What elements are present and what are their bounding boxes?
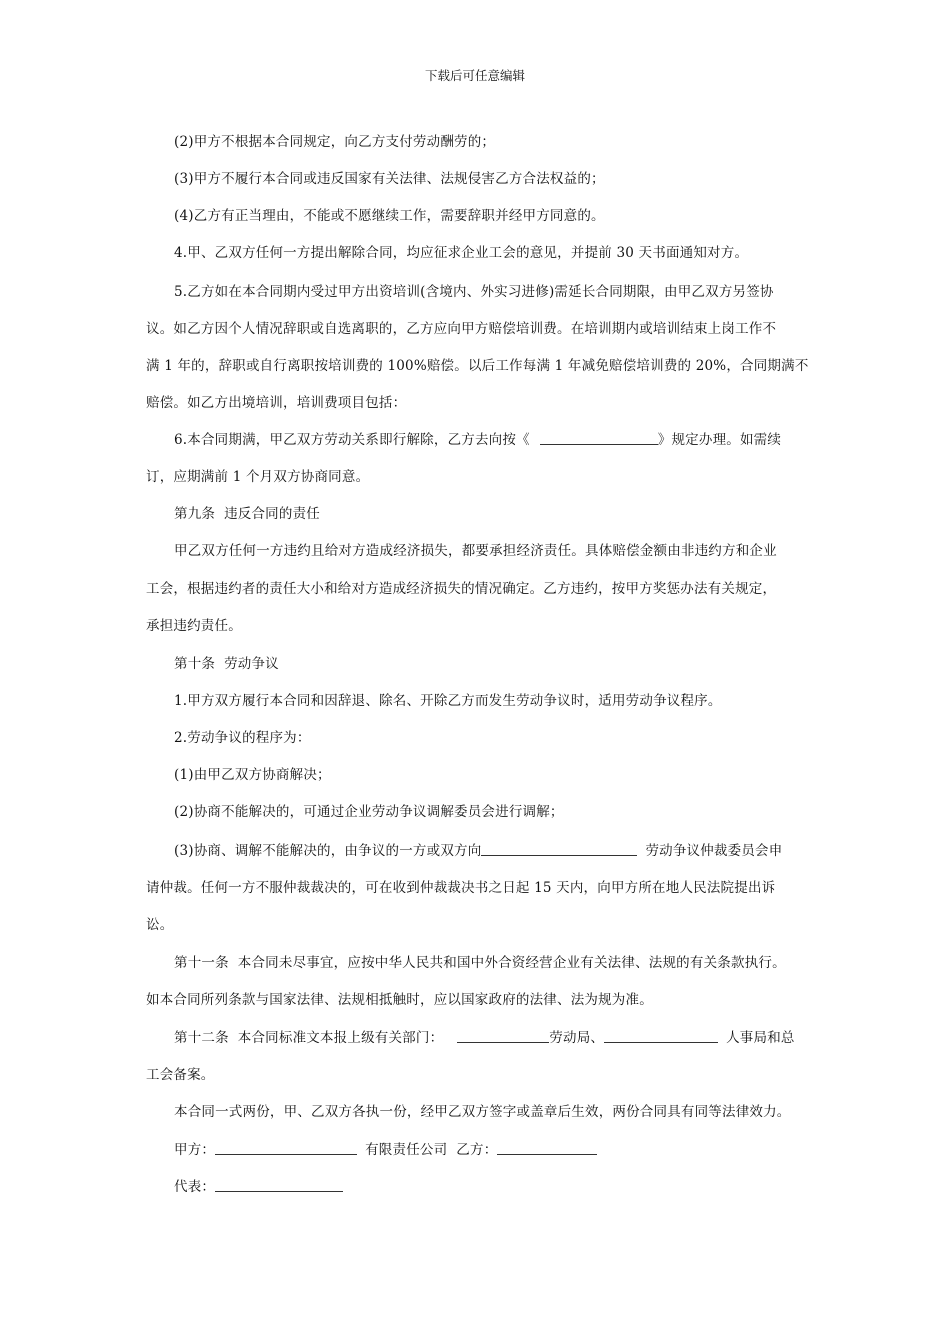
paragraph: (3)甲方不履行本合同或违反国家有关法律、法规侵害乙方合法权益的；: [174, 171, 605, 187]
blank-underline: [215, 1141, 357, 1155]
text-segment: 》规定办理。如需续: [657, 432, 782, 448]
paragraph: 4.甲、乙双方任何一方提出解除合同，均应征求企业工会的意见，并提前 30 天书面通知对方。: [174, 245, 749, 261]
page-header: 下载后可任意编辑: [424, 68, 525, 83]
paragraph: (1)由甲乙双方协商解决；: [174, 767, 331, 783]
paragraph: 订，应期满前 1 个月双方协商同意。: [146, 469, 370, 485]
text-segment: 劳动局、: [549, 1030, 605, 1046]
party-a-label: 甲方：: [174, 1142, 216, 1158]
paragraph: 第十一条 本合同未尽事宜，应按中华人民共和国中外合资经营企业有关法律、法规的有关条款执行。: [174, 955, 786, 971]
paragraph: 本合同一式两份，甲、乙双方各执一份，经甲乙双方签字或盖章后生效，两份合同具有同等法律效力。: [174, 1104, 791, 1120]
paragraph-with-blank: [174, 428, 781, 448]
paragraph: 满 1 年的，辞职或自行离职按培训费的 100%赔偿。以后工作每满 1 年减免赔偿培训费的 20%，合同期满不: [146, 358, 809, 374]
blank-underline: [497, 1141, 597, 1155]
paragraph: 工会，根据违约者的责任大小和给对方造成经济损失的情况确定。乙方违约，按甲方奖惩办法有关规定，: [146, 581, 777, 597]
paragraph: 讼。: [146, 917, 174, 933]
paragraph: (4)乙方有正当理由，不能或不愿继续工作，需要辞职并经甲方同意的。: [174, 208, 605, 224]
text-segment: (3)协商、调解不能解决的，由争议的一方或双方向: [174, 843, 482, 859]
paragraph: (2)甲方不根据本合同规定，向乙方支付劳动酬劳的；: [174, 134, 496, 150]
text-segment: 人事局和总: [726, 1030, 795, 1046]
text-segment: 第十二条 本合同标准文本报上级有关部门：: [174, 1030, 444, 1046]
paragraph: 1.甲方双方履行本合同和因辞退、除名、开除乙方而发生劳动争议时，适用劳动争议程序。: [174, 693, 722, 709]
section-heading: 第九条 违反合同的责任: [174, 506, 320, 522]
text-segment: 劳动争议仲裁委员会申: [645, 843, 783, 859]
blank-underline: [481, 842, 637, 856]
blank-underline: [457, 1029, 549, 1043]
blank-underline: [215, 1178, 343, 1192]
signature-line: [174, 1175, 343, 1195]
representative-label: 代表：: [174, 1179, 216, 1195]
section-heading: 第十条 劳动争议: [174, 656, 279, 672]
blank-underline: [540, 431, 658, 445]
signature-line: [174, 1138, 597, 1158]
paragraph: 请仲裁。任何一方不服仲裁裁决的，可在收到仲裁裁决书之日起 15 天内，向甲方所在地人民法院提出诉: [146, 880, 776, 896]
text-segment: 有限责任公司 乙方：: [365, 1142, 498, 1158]
paragraph: (2)协商不能解决的，可通过企业劳动争议调解委员会进行调解；: [174, 804, 564, 820]
paragraph: 甲乙双方任何一方违约且给对方造成经济损失，都要承担经济责任。具体赔偿金额由非违约方和企业: [174, 543, 777, 559]
blank-underline: [604, 1029, 718, 1043]
text-segment: 6.本合同期满，甲乙双方劳动关系即行解除，乙方去向按《: [174, 432, 530, 448]
paragraph: 承担违约责任。: [146, 618, 242, 634]
paragraph: 工会备案。: [146, 1067, 215, 1083]
paragraph: 2.劳动争议的程序为：: [174, 730, 311, 746]
paragraph-with-blank: [174, 1026, 795, 1046]
paragraph-with-blank: [174, 839, 782, 859]
paragraph: 如本合同所列条款与国家法律、法规相抵触时，应以国家政府的法律、法为规为准。: [146, 992, 653, 1008]
paragraph: 赔偿。如乙方出境培训，培训费项目包括：: [146, 395, 407, 411]
paragraph: 5.乙方如在本合同期内受过甲方出资培训(含境内、外实习进修)需延长合同期限，由甲乙双方另签协: [174, 284, 774, 300]
paragraph: 议。如乙方因个人情况辞职或自选离职的，乙方应向甲方赔偿培训费。在培训期内或培训结束上岗工作不: [146, 321, 777, 337]
